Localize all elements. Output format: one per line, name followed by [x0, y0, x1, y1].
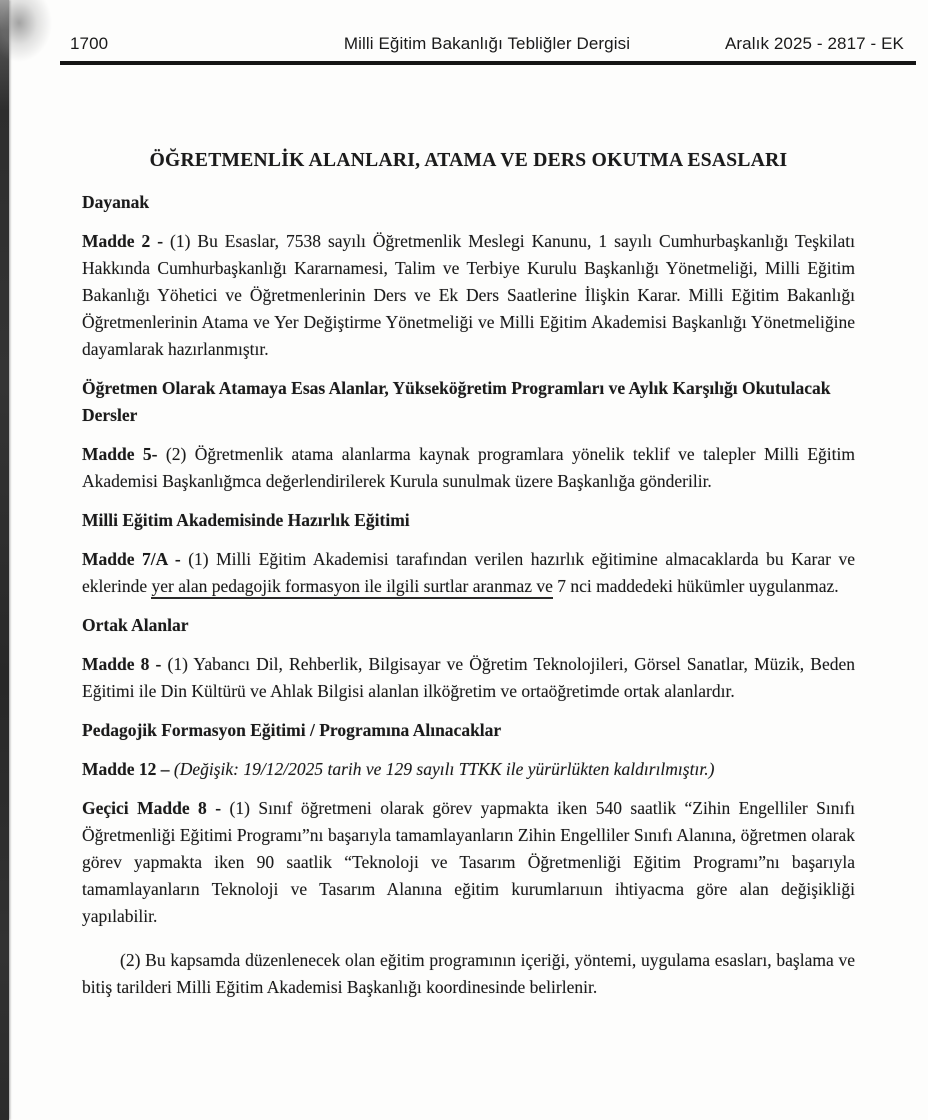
text-run: (Değişik: 19/12/2025 tarih ve 129 sayılı TTKK ile yürürlükten kaldırılmıştır.) [173, 758, 715, 779]
text-run: Madde 5- [82, 443, 166, 464]
text-run: Madde 8 - [82, 653, 168, 674]
document-paragraph [82, 947, 855, 1001]
document-title: ÖĞRETMENLİK ALANLARI, ATAMA VE DERS OKUTMA ESASLARI [149, 149, 788, 171]
text-run: Ortak Alanlar [82, 614, 189, 635]
text-run: Pedagojik Formasyon Eğitimi / Programına Alınacaklar [82, 719, 502, 740]
text-run: (2) Öğretmenlik atama alanlarma kaynak programlara yönelik teklif ve talepler Milli Eğitim Akademisi Başkanlığmca değerlendirilerek Kurula sunulmak üzere Başkanlığa gönderilir. [82, 443, 856, 491]
section-heading [82, 507, 855, 534]
document-paragraph [82, 546, 855, 600]
section-heading [82, 375, 855, 429]
text-run: Madde 7/A - [82, 548, 189, 569]
page-number: 1700 [70, 34, 109, 53]
text-run: (1) Yabancı Dil, Rehberlik, Bilgisayar ve Öğretim Teknolojileri, Görsel Sanatlar, Müzik, Beden Eğitimi ile Din Kültürü ve Ahlak Bilgisi alanlan ilköğretim ve ortaöğretimde ortak alanlardır. [82, 653, 855, 701]
document-blocks [82, 189, 855, 1001]
text-run: 7 nci maddedeki hükümler uygulanmaz. [552, 575, 839, 596]
text-run: Öğretmen Olarak Atamaya Esas Alanlar, Yükseköğretim Programları ve Aylık Karşılığı Okutulacak Dersler [82, 377, 831, 425]
document-content [0, 147, 928, 1001]
header-rule [60, 61, 916, 65]
document-paragraph [82, 756, 855, 783]
document-paragraph [82, 441, 855, 495]
page-header [0, 0, 928, 54]
section-heading [82, 612, 855, 639]
underlined-text-run: yer alan pedagojik formasyon ile ilgili surtlar aranmaz ve [151, 576, 552, 599]
text-run: Madde 2 - [82, 230, 171, 251]
text-run: (1) Milli Eğitim Akademisi tarafından verilen hazırlık eğitimine almacaklarda bu Karar ve eklerinde [82, 548, 855, 596]
section-heading [82, 189, 855, 216]
issue-label: Aralık 2025 - 2817 - EK [724, 34, 904, 53]
document-paragraph [82, 228, 855, 363]
text-run: (1) Bu Esaslar, 7538 sayılı Öğretmenlik Meslegi Kanunu, 1 sayılı Cumhurbaşkanlığı Teşkilatı Hakkında Cumhurbaşkanlığı Kararnamesi, Talim ve Terbiye Kurulu Başkanlığı Yönetmeliği, Milli Eğitim Bakanlığı Yöhetici ve Öğretmenlerinin Ders ve Ek Ders Saatlerine İlişkin Karar. Milli Eğitim Bakanlığı Öğretmenlerinin Atama ve Yer Değiştirme Yönetmeliği ve Milli Eğitim Akademisi Başkanlığı Yönetmeliğine dayamlarak hazırlanmıştır. [82, 230, 855, 359]
text-run: Geçici Madde 8 - [82, 797, 230, 818]
scan-binding-edge [0, 0, 9, 1120]
text-run: Madde 12 – [82, 758, 174, 779]
document-paragraph [82, 651, 855, 705]
journal-title: Milli Eğitim Bakanlığı Tebliğler Dergisi [343, 34, 631, 53]
section-heading [82, 717, 855, 744]
document-paragraph [82, 795, 855, 930]
text-run: (2) Bu kapsamda düzenlenecek olan eğitim programının içeriği, yöntemi, uygulama esasları, başlama ve bitiş tarilderi Milli Eğitim Akademisi Başkanlığı koordinesinde belirlenir. [82, 949, 855, 997]
text-run: Dayanak [82, 191, 150, 212]
text-run: (1) Sınıf öğretmeni olarak görev yapmakta iken 540 saatlik “Zihin Engelliler Sınıfı Öğretmenliği Eğitimi Programı”nı başarıyla tamamlayanların Zihin Engelliler Sınıfı Alanına, öğretmen olarak görev yapmakta iken 90 saatlik “Teknoloji ve Tasarım Öğretmenliği Eğitim Programı”nı başarıyla tamamlayanların Teknoloji ve Tasarım Alanına eğitim kurumlarıuın ihtiyacma göre alan değişikliği yapılabilir. [82, 797, 856, 926]
text-run: Milli Eğitim Akademisinde Hazırlık Eğitimi [82, 509, 410, 530]
